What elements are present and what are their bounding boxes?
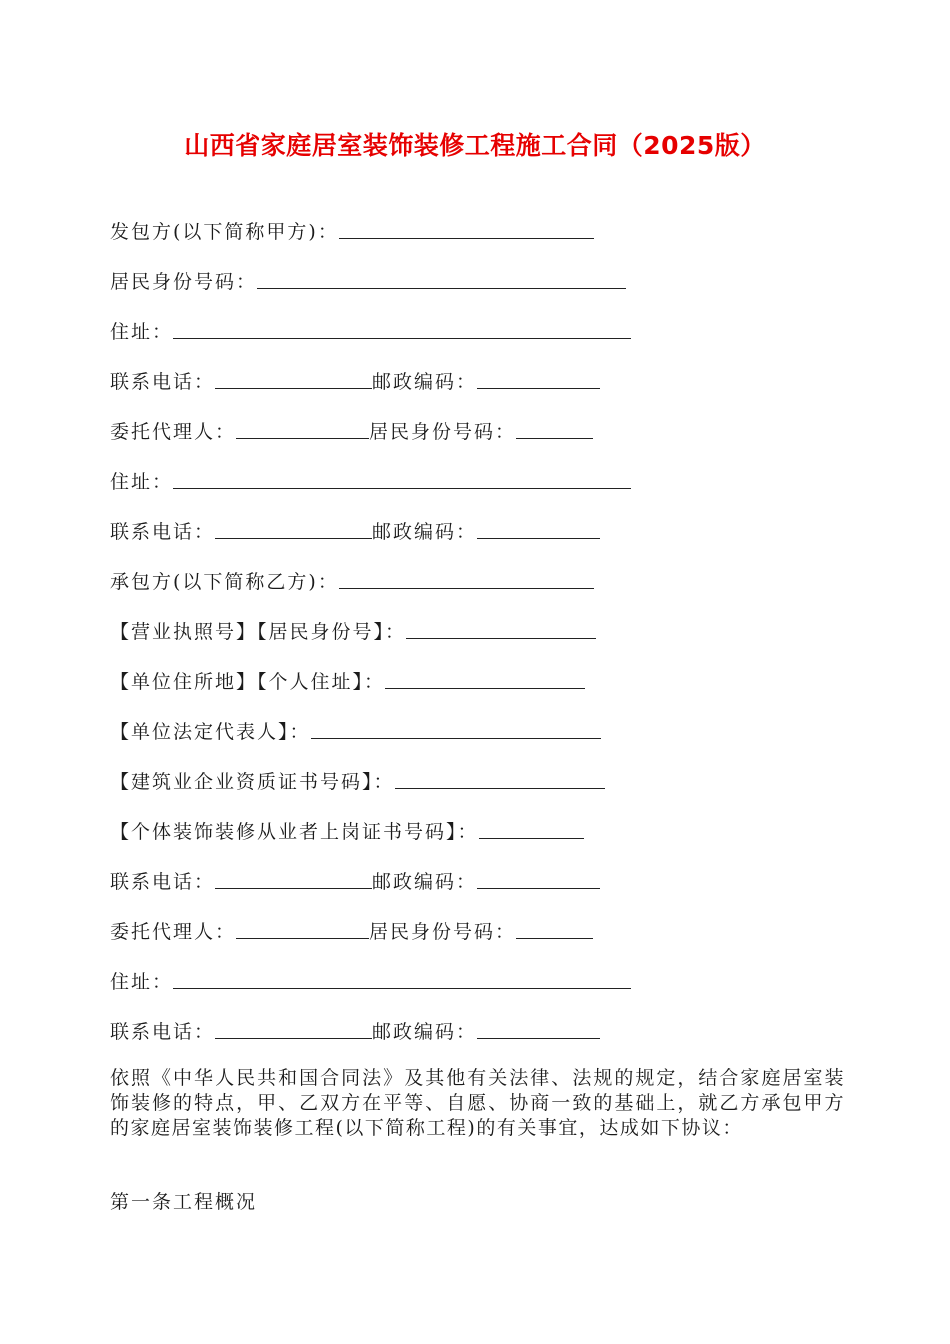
party-b-agent-postcode-blank[interactable] xyxy=(477,1038,600,1039)
field-label-secondary: 邮政编码： xyxy=(372,871,478,893)
field-label-secondary: 邮政编码： xyxy=(372,371,478,393)
field-party-a-agent-address xyxy=(110,464,631,494)
field-party-b-contact xyxy=(110,864,600,894)
field-label: 居民身份号码： xyxy=(110,271,258,293)
field-label: 承包方(以下简称乙方)： xyxy=(110,571,339,593)
field-label: 住址： xyxy=(110,471,174,493)
field-label-secondary: 居民身份号码： xyxy=(369,921,517,943)
party-b-legal-rep-blank[interactable] xyxy=(311,738,601,739)
party-a-address-blank[interactable] xyxy=(173,338,631,339)
intro-paragraph: 依照《中华人民共和国合同法》及其他有关法律、法规的规定，结合家庭居室装饰装修的特点，甲、乙双方在平等、自愿、协商一致的基础上，就乙方承包甲方的家庭居室装饰装修工程(以下简称工程)的有关事宜，达成如下协议： xyxy=(110,1067,845,1139)
field-label: 发包方(以下简称甲方)： xyxy=(110,221,339,243)
party-b-license-blank[interactable] xyxy=(406,638,596,639)
party-b-agent-phone-blank[interactable] xyxy=(215,1038,372,1039)
field-party-b-agent xyxy=(110,914,593,944)
field-label: 【营业执照号】【居民身份号】： xyxy=(110,621,407,643)
field-party-b-license xyxy=(110,614,596,644)
party-b-phone-blank[interactable] xyxy=(215,888,372,889)
field-party-b-address xyxy=(110,664,585,694)
field-party-b-qualification xyxy=(110,764,605,794)
field-label-secondary: 邮政编码： xyxy=(372,521,478,543)
field-label: 委托代理人： xyxy=(110,921,237,943)
party-b-agent-address-blank[interactable] xyxy=(173,988,631,989)
field-label-secondary: 邮政编码： xyxy=(372,1021,478,1043)
party-b-qualification-blank[interactable] xyxy=(395,788,605,789)
field-label: 【建筑业企业资质证书号码】： xyxy=(110,771,395,793)
party-b-agent-blank[interactable] xyxy=(236,938,369,939)
field-label: 联系电话： xyxy=(110,1021,216,1043)
party-a-id-blank[interactable] xyxy=(257,288,626,289)
field-label: 【个体装饰装修从业者上岗证书号码】： xyxy=(110,821,479,843)
party-a-agent-id-blank[interactable] xyxy=(516,438,593,439)
party-a-agent-blank[interactable] xyxy=(236,438,369,439)
field-party-a-id xyxy=(110,264,626,294)
field-party-b xyxy=(110,564,594,594)
field-label: 联系电话： xyxy=(110,371,216,393)
party-a-name-blank[interactable] xyxy=(339,238,594,239)
field-label: 联系电话： xyxy=(110,521,216,543)
party-b-address-blank[interactable] xyxy=(385,688,585,689)
field-party-b-certificate xyxy=(110,814,584,844)
field-label-secondary: 居民身份号码： xyxy=(369,421,517,443)
field-party-b-agent-contact xyxy=(110,1014,600,1044)
party-a-agent-phone-blank[interactable] xyxy=(215,538,372,539)
field-party-a-agent-contact xyxy=(110,514,600,544)
party-b-agent-id-blank[interactable] xyxy=(516,938,593,939)
field-party-b-agent-address xyxy=(110,964,631,994)
field-party-a xyxy=(110,214,594,244)
field-party-b-legal-rep xyxy=(110,714,601,744)
field-label: 住址： xyxy=(110,971,174,993)
party-b-name-blank[interactable] xyxy=(339,588,594,589)
party-a-agent-address-blank[interactable] xyxy=(173,488,631,489)
contract-title: 山西省家庭居室装饰装修工程施工合同（2025版） xyxy=(184,131,766,160)
field-label: 【单位住所地】【个人住址】： xyxy=(110,671,386,693)
field-label: 委托代理人： xyxy=(110,421,237,443)
field-party-a-agent xyxy=(110,414,593,444)
party-b-postcode-blank[interactable] xyxy=(477,888,600,889)
field-label: 联系电话： xyxy=(110,871,216,893)
party-a-phone-blank[interactable] xyxy=(215,388,372,389)
section-heading: 第一条工程概况 xyxy=(110,1191,258,1213)
party-b-certificate-blank[interactable] xyxy=(479,838,584,839)
field-party-a-contact xyxy=(110,364,600,394)
party-a-agent-postcode-blank[interactable] xyxy=(477,538,600,539)
field-label: 【单位法定代表人】： xyxy=(110,721,311,743)
field-party-a-address xyxy=(110,314,631,344)
party-a-postcode-blank[interactable] xyxy=(477,388,600,389)
field-label: 住址： xyxy=(110,321,174,343)
